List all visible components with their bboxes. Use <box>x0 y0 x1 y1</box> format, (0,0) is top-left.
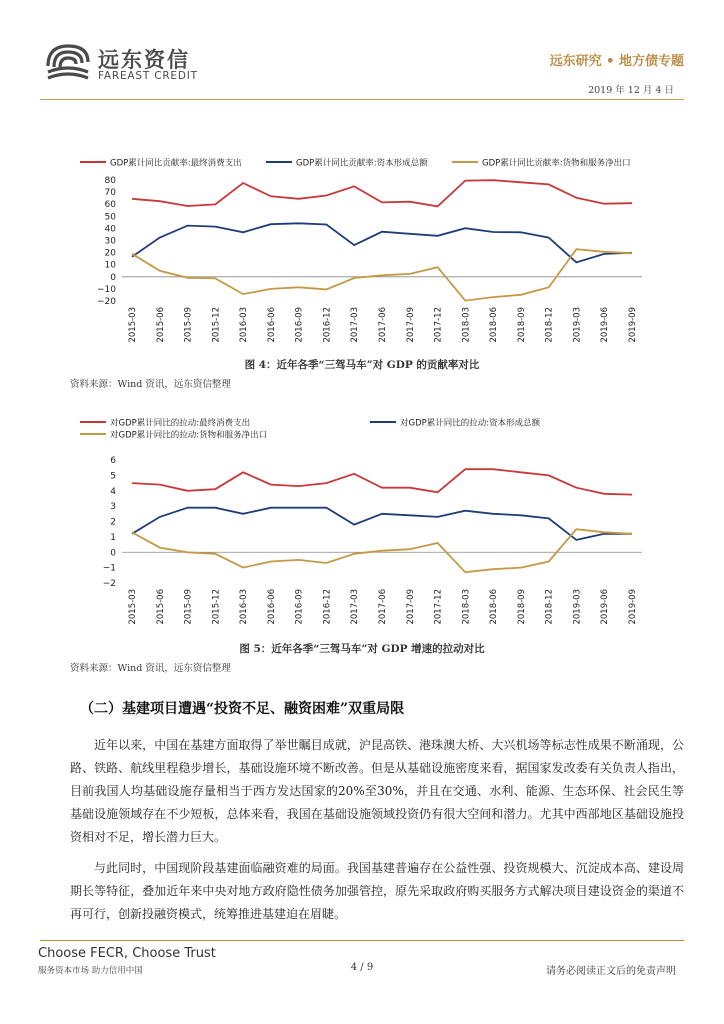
y-tick-label: 1 <box>110 532 116 543</box>
figure-5-source: 资料来源：Wind 资讯，远东资信整理 <box>70 663 231 674</box>
report-date: 2019 年 12 月 4 日 <box>588 85 674 96</box>
legend-label: 对GDP累计同比的拉动:最终消费支出 <box>110 418 251 429</box>
x-tick-label: 2015-03 <box>128 307 138 343</box>
body-paragraph: 与此同时，中国现阶段基建面临融资难的局面。我国基建普遍存在公益性强、投资规模大、沉淀成本高、建设周期长等特征，叠加近年来中央对地方政府隐性债务加强管控，原先采取政府购买服务方式解决项目建设资金的渠道不再可行，创新投融资模式，统筹推进基建迫在眉睫。 <box>70 861 684 921</box>
x-tick-label: 2018-06 <box>489 307 500 343</box>
legend-label: 对GDP累计同比的拉动:货物和服务净出口 <box>110 430 268 441</box>
y-tick-label: −20 <box>97 297 116 307</box>
y-tick-label: −10 <box>97 284 116 295</box>
x-tick-label: 2019-06 <box>600 307 611 343</box>
x-tick-label: 2017-06 <box>378 589 388 625</box>
fareast-logo-icon <box>44 40 92 82</box>
figure-4-caption: 图 4：近年各季“三驾马车”对 GDP 的贡献率对比 <box>244 359 480 371</box>
y-tick-label: 80 <box>104 176 116 186</box>
x-tick-label: 2016-12 <box>322 307 333 343</box>
x-tick-label: 2015-06 <box>155 589 166 625</box>
figure-4-svg <box>70 150 660 350</box>
x-tick-label: 2017-09 <box>405 307 416 343</box>
y-tick-label: 20 <box>104 248 116 259</box>
logo-chinese-name: 远东资信 <box>98 48 190 72</box>
x-tick-label: 2017-09 <box>405 589 416 625</box>
footer-tagline: 服务资本市场 助力信用中国 <box>38 966 143 976</box>
page-header <box>0 0 724 100</box>
series-line <box>132 249 632 300</box>
y-tick-label: 6 <box>110 456 116 466</box>
page-number: 4 / 9 <box>350 962 374 973</box>
footer-divider <box>40 940 684 941</box>
figure-4-source: 资料来源：Wind 资讯，远东资信整理 <box>70 379 231 390</box>
section-heading: （二）基建项目遭遇“投资不足、融资困难”双重局限 <box>80 701 405 717</box>
figure-5-chart <box>70 410 660 639</box>
x-tick-label: 2019-03 <box>572 307 583 343</box>
report-series-title: 远东研究 • 地方债专题 <box>549 54 684 69</box>
y-tick-label: 4 <box>110 486 116 497</box>
series-line <box>132 508 632 540</box>
legend-label: 对GDP累计同比的拉动:资本形成总额 <box>400 418 541 429</box>
x-tick-label: 2019-03 <box>572 589 583 625</box>
series-line <box>132 469 632 494</box>
x-tick-label: 2015-12 <box>211 307 222 343</box>
series-line <box>132 180 632 206</box>
figure-5-caption: 图 5：近年各季“三驾马车”对 GDP 增速的拉动对比 <box>239 643 485 655</box>
x-tick-label: 2018-03 <box>461 589 472 625</box>
legend-label: GDP累计同比贡献率:货物和服务净出口 <box>482 158 631 169</box>
body-paragraph: 近年以来，中国在基建方面取得了举世瞩目成就，沪昆高铁、港珠澳大桥、大兴机场等标志性成果不断涌现，公路、铁路、航线里程稳步增长，基础设施环境不断改善。但是从基础设施密度来看，据国家发改委有关负责人指出，目前我国人均基础设施存量相当于西方发达国家的20%至30%，并且在交通、水利、能源、生态环保、社会民生等基础设施领域存在不少短板，总体来看，我国在基础设施领域投资仍有很大空间和潜力。尤其中西部地区基础设施投资相对不足，增长潜力巨大。 <box>70 738 684 844</box>
y-tick-label: 2 <box>110 517 116 528</box>
series-line <box>132 529 632 572</box>
x-tick-label: 2015-12 <box>211 589 222 625</box>
y-tick-label: 0 <box>110 272 116 283</box>
x-tick-label: 2016-03 <box>239 307 250 343</box>
logo-english-name: FAREAST CREDIT <box>98 70 198 82</box>
x-tick-label: 2018-06 <box>489 589 500 625</box>
y-tick-label: 40 <box>104 224 116 235</box>
y-tick-label: 30 <box>104 236 116 247</box>
x-tick-label: 2018-09 <box>516 307 527 343</box>
x-tick-label: 2018-03 <box>461 307 472 343</box>
y-tick-label: 50 <box>104 212 116 223</box>
x-tick-label: 2015-06 <box>155 307 166 343</box>
x-tick-label: 2016-06 <box>266 307 277 343</box>
x-tick-label: 2017-06 <box>378 307 388 343</box>
x-tick-label: 2016-12 <box>322 589 333 625</box>
y-tick-label: −2 <box>102 579 116 589</box>
x-tick-label: 2017-12 <box>433 307 444 343</box>
y-tick-label: −1 <box>102 563 116 574</box>
x-tick-label: 2017-03 <box>350 307 361 343</box>
y-tick-label: 70 <box>104 188 116 199</box>
x-tick-label: 2018-12 <box>544 589 555 625</box>
x-tick-label: 2019-09 <box>628 307 638 343</box>
y-tick-label: 0 <box>110 548 116 559</box>
footer-slogan: Choose FECR, Choose Trust <box>38 946 216 961</box>
y-tick-label: 10 <box>104 260 116 271</box>
x-tick-label: 2016-09 <box>294 589 305 625</box>
disclaimer-link[interactable]: 请务必阅读正文后的免责声明 <box>546 966 676 977</box>
x-tick-label: 2017-12 <box>433 589 444 625</box>
x-tick-label: 2019-09 <box>628 589 638 625</box>
x-tick-label: 2019-06 <box>600 589 611 625</box>
x-tick-label: 2015-09 <box>183 589 194 625</box>
x-tick-label: 2016-06 <box>266 589 277 625</box>
x-tick-label: 2016-09 <box>294 307 305 343</box>
legend-label: GDP累计同比贡献率:资本形成总额 <box>296 158 428 169</box>
y-tick-label: 60 <box>104 200 116 211</box>
legend-label: GDP累计同比贡献率:最终消费支出 <box>110 158 242 169</box>
x-tick-label: 2018-09 <box>516 589 527 625</box>
figure-4-chart <box>70 150 660 354</box>
x-tick-label: 2018-12 <box>544 306 555 343</box>
x-tick-label: 2015-09 <box>183 307 194 343</box>
x-tick-label: 2017-03 <box>350 589 361 625</box>
y-tick-label: 3 <box>110 502 116 513</box>
series-line <box>132 223 632 262</box>
x-tick-label: 2016-03 <box>239 589 250 625</box>
figure-5-svg <box>70 410 660 635</box>
y-tick-label: 5 <box>110 471 116 482</box>
header-divider <box>40 99 684 100</box>
x-tick-label: 2015-03 <box>128 589 138 625</box>
